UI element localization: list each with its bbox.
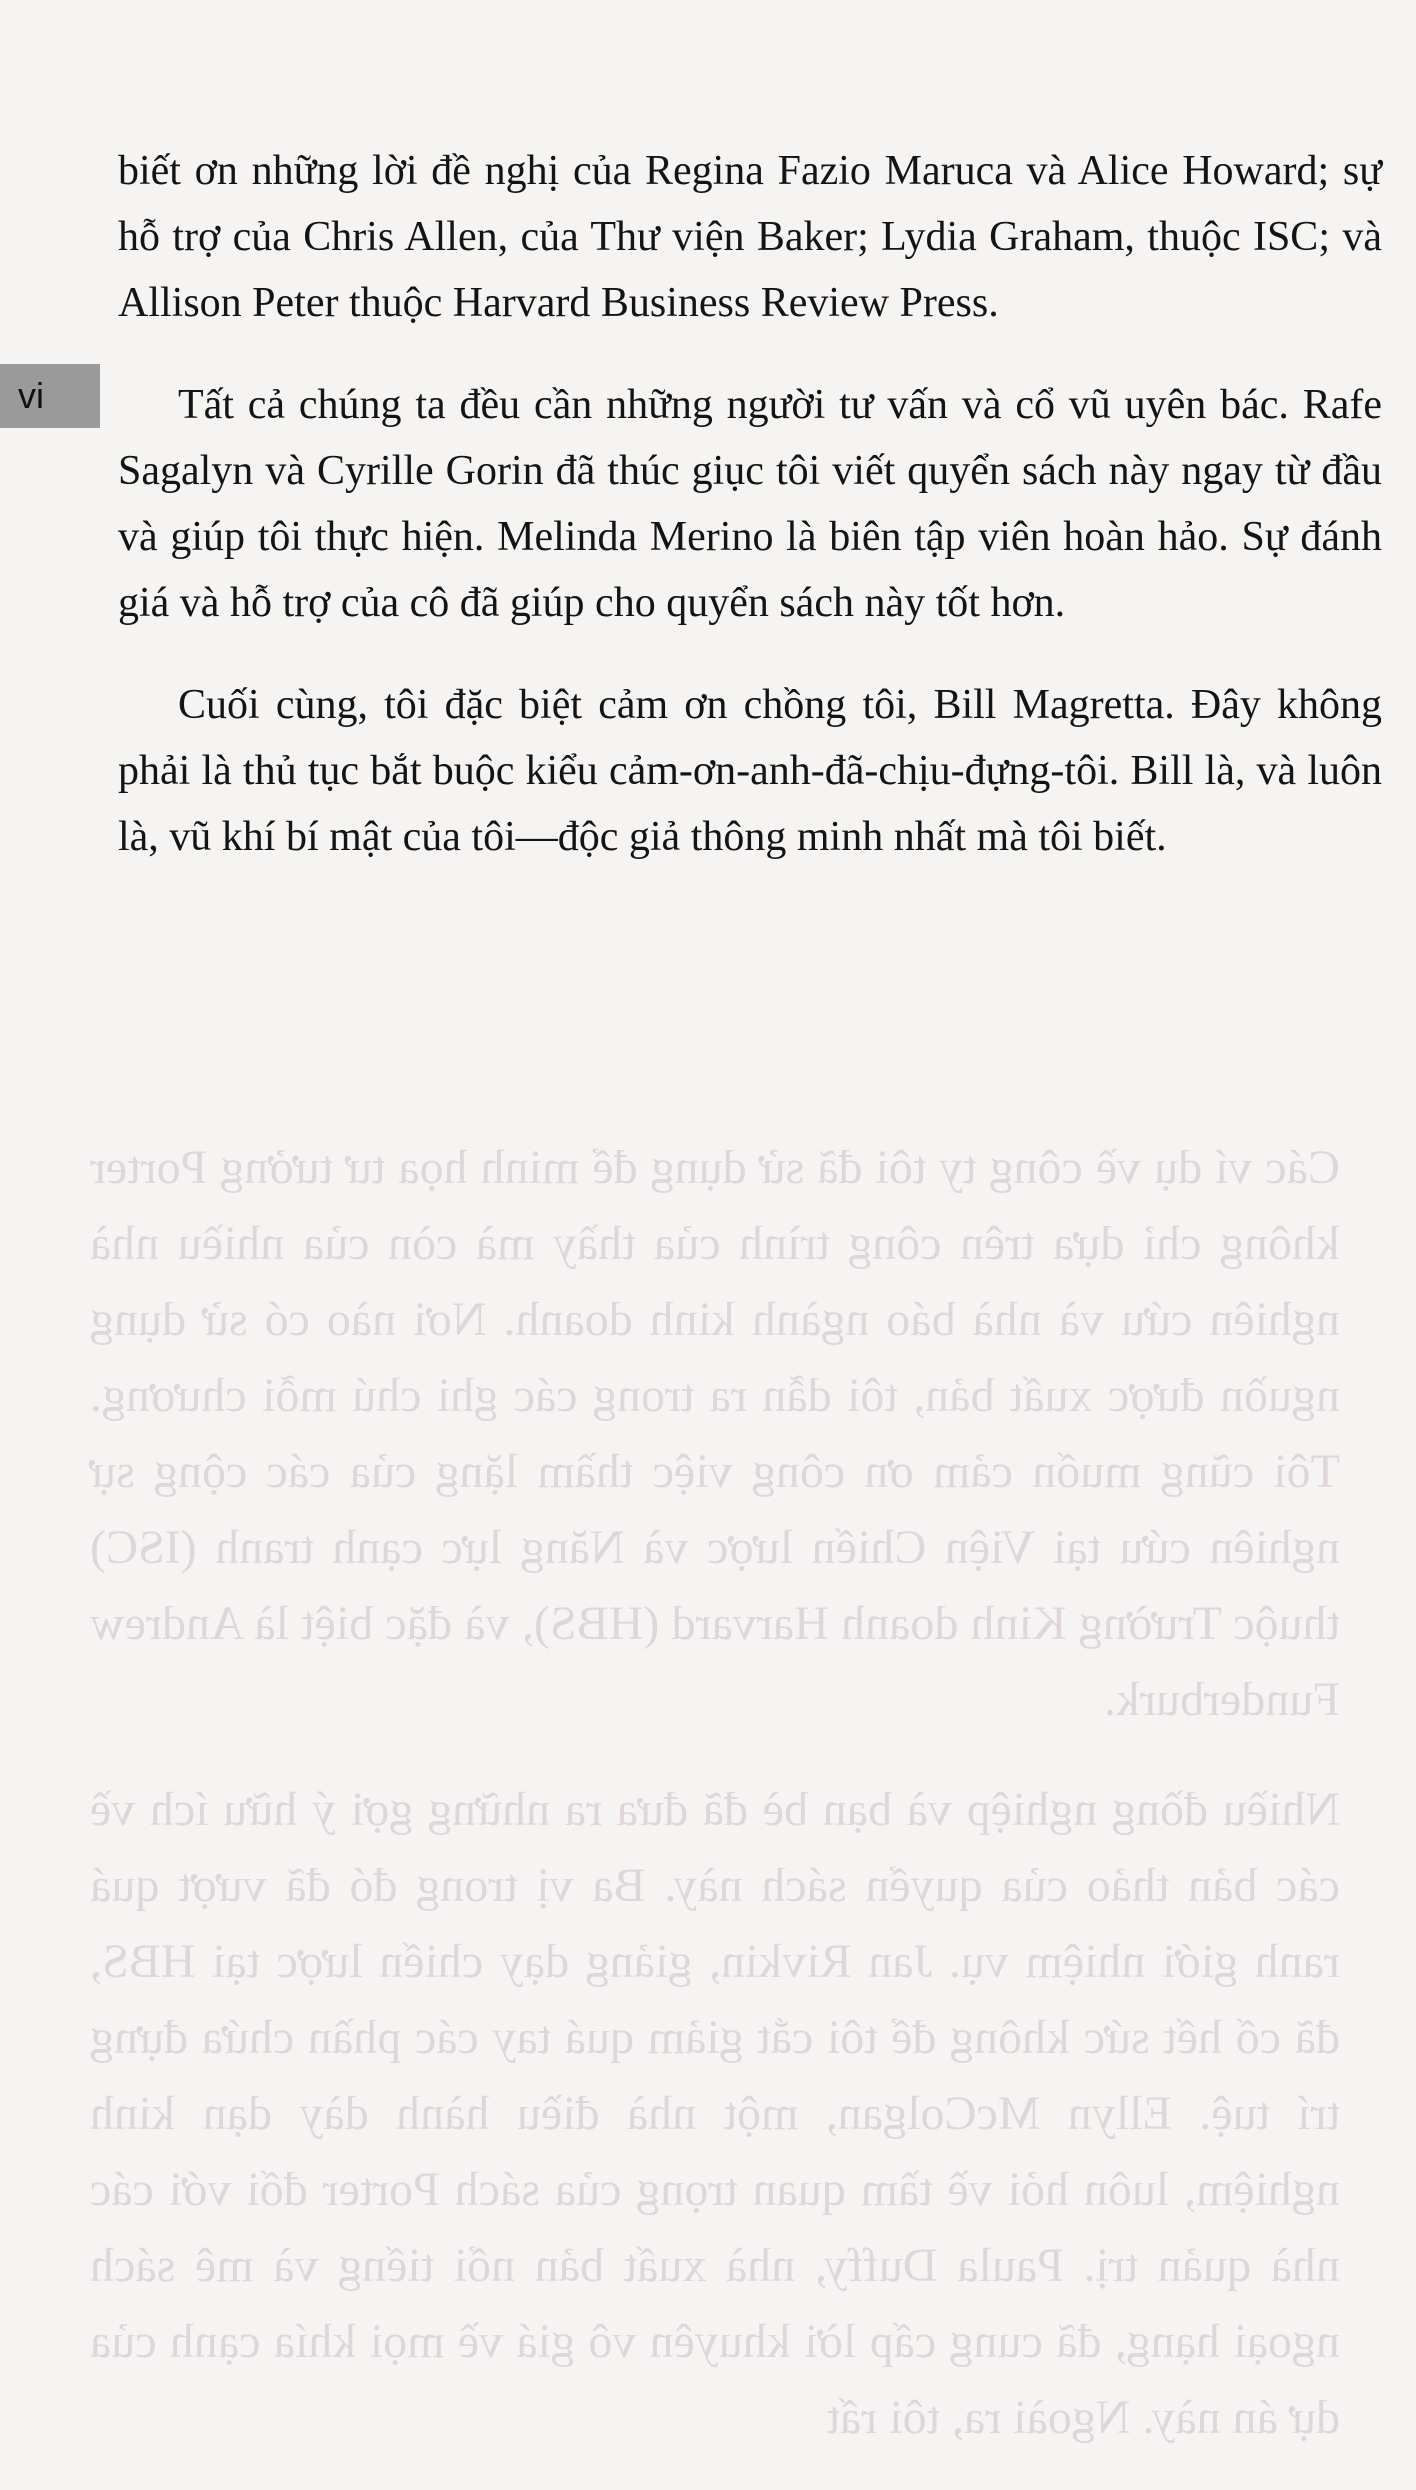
bleed-through-paragraph: Nhiều đồng nghiệp và bạn bè đã đưa ra những gợi ý hữu ích về các bản thảo của quyển sách này. Ba vị trong đó đã vượt quá ranh giới nhiệm vụ. Jan Rivkin, giảng dạy chiến lược tại HBS, đã cố hết sức không để tôi cắt giảm quá tay các phần chứa đựng trí tuệ. Ellyn McColgan, một nhà điều hành dày dạn kinh nghiệm, luôn hỏi về tầm quan trọng của sách Porter đối với các nhà quản trị. Paula Duffy, nhà xuất bản nổi tiếng và mê sách ngoại hạng, đã cung cấp lời khuyên vô giá về mọi khía cạnh của dự án này. Ngoài ra, tôi rất xyxy=(90,1783,1340,2444)
page-number: vi xyxy=(18,375,44,416)
page-body xyxy=(118,138,1382,906)
page-number-tab xyxy=(0,364,100,428)
paragraph: Tất cả chúng ta đều cần những người tư vấn và cổ vũ uyên bác. Rafe Sagalyn và Cyrille Gorin đã thúc giục tôi viết quyển sách này ngay từ đầu và giúp tôi thực hiện. Melinda Merino là biên tập viên hoàn hảo. Sự đánh giá và hỗ trợ của cô đã giúp cho quyển sách này tốt hơn. xyxy=(118,382,1382,626)
bleed-through-text xyxy=(90,1130,1340,2490)
paragraph: Cuối cùng, tôi đặc biệt cảm ơn chồng tôi, Bill Magretta. Đây không phải là thủ tục bắt buộc kiểu cảm-ơn-anh-đã-chịu-đựng-tôi. Bill là, và luôn là, vũ khí bí mật của tôi—độc giả thông minh nhất mà tôi biết. xyxy=(118,682,1382,860)
paragraph-continued: biết ơn những lời đề nghị của Regina Fazio Maruca và Alice Howard; sự hỗ trợ của Chris Allen, của Thư viện Baker; Lydia Graham, thuộc ISC; và Allison Peter thuộc Harvard Business Review Press. xyxy=(118,148,1382,326)
bleed-through-paragraph: Các ví dụ về công ty tôi đã sử dụng để minh họa tư tưởng Porter không chỉ dựa trên công trình của thầy mà còn của nhiều nhà nghiên cứu và nhà báo ngành kinh doanh. Nơi nào có sử dụng nguồn được xuất bản, tôi dẫn ra trong các ghi chú mỗi chương. Tôi cũng muốn cảm ơn công việc thầm lặng của các cộng sự nghiên cứu tại Viện Chiến lược và Năng lực cạnh tranh (ISC) thuộc Trường Kinh doanh Harvard (HBS), và đặc biệt là Andrew Funderburk. xyxy=(90,1141,1340,1726)
